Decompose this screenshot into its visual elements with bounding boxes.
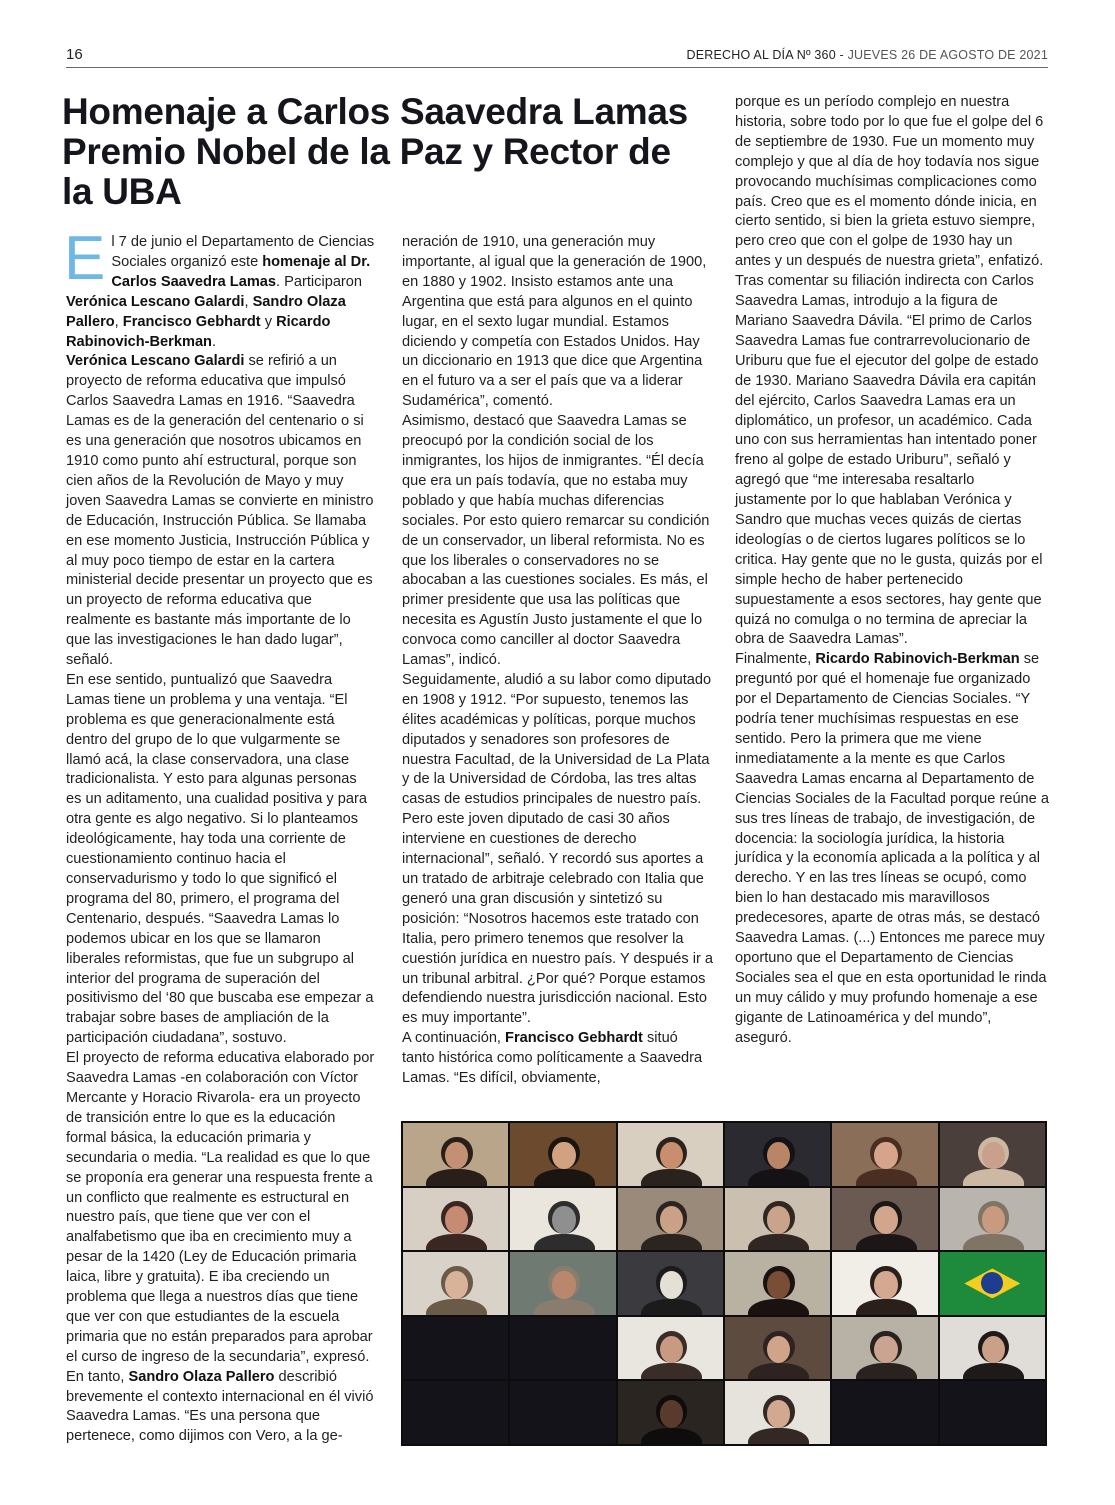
header-rule (66, 67, 1048, 68)
participant-shoulders (534, 1169, 595, 1185)
participant-shoulders (641, 1169, 702, 1185)
participant-tile (510, 1252, 615, 1315)
participant-tile (618, 1317, 723, 1380)
participant-shoulders (748, 1169, 809, 1185)
participant-tile (832, 1252, 937, 1315)
page-number: 16 (66, 46, 83, 63)
article-title: Homenaje a Carlos Saavedra Lamas Premio Nobel de la Paz y Rector de la UBA (62, 91, 688, 212)
participant-tile (403, 1188, 508, 1251)
participant-shoulders (426, 1234, 487, 1250)
header-separator: - (835, 48, 848, 62)
participant-shoulders (534, 1234, 595, 1250)
paragraph: Asimismo, destacó que Saavedra Lamas se preocupó por la condición social de los inmigrantes, los hijos de inmigrantes. “Él decía que era un país todavía, que no estaba muy poblado y que había muchas diferencias sociales. Por esto quiero remarcar su condición de un conservador, un liberal reformista. No es que los liberales o conservadores no se abocaban a las cuestiones sociales. Es más, el primer presidente que usa las políticas que necesita es Agustín Justo justamente el que lo convoca como canciller al doctor Saavedra Lamas”, indicó. (402, 413, 710, 669)
participant-shoulders (748, 1299, 809, 1315)
participant-face (874, 1142, 897, 1170)
participant-shoulders (426, 1299, 487, 1315)
paragraph: En ese sentido, puntualizó que Saavedra Lamas tiene un problema y una ventaja. “El problema es que generacionalmente está dentro del grupo de lo que vulgarmente se llamó acá, la clase conservadora, una clase tradicionalista. Y esto para algunas personas es un aditamento, una cualidad positiva y para otra gente es algo negativo. Si lo planteamos ideológicamente, hay toda una corriente de cuestionamiento continuo hacia el conservadurismo y todo lo que significó el programa del 80, primero, el programa del Centenario, después. “Saavedra Lamas lo podemos ubicar en los que se llamaron liberales reformistas, que fue un subgrupo al interior del programa de superación del positivismo del ‘80 que buscaba ese empezar a trabajar sobre bases de ampliación de la participación ciudadana”, sostuvo. (66, 671, 374, 1047)
participant-tile (403, 1317, 508, 1380)
participant-shoulders (641, 1299, 702, 1315)
participant-shoulders (641, 1234, 702, 1250)
paragraph: Finalmente, Ricardo Rabinovich-Berkman se preguntó por qué el homenaje fue organizado por el Departamento de Ciencias Sociales. “Y podría tener muchísimas respuestas en ese sentido. Pero la primera que me viene inmediatamente a la mente es que Carlos Saavedra Lamas encarna al Departamento de Ciencias Sociales de la Facultad porque reúne a sus tres líneas de trabajo, de investigación, de docencia: la sociología jurídica, la historia jurídica y la economía aplicada a la política y al derecho. Y en las tres líneas se ocupó, como bien lo han destacado mis maravillosos predecesores, aparte de otras más, se destacó Saavedra Lamas. (...) Entonces me parece muy oportuno que el Departamento de Ciencias Sociales sea el que en esta oportunidad le rinda un muy cálido y muy profundo homenaje a ese gigante de Latinoamérica y del mundo”, aseguró. (735, 651, 1049, 1046)
article-column-2 (402, 233, 713, 1089)
participant-face (660, 1206, 683, 1234)
paragraph: Seguidamente, aludió a su labor como diputado en 1908 y 1912. “Por supuesto, tenemos las élites académicas y políticas, porque muchos diputados y senadores son profesores de nuestra Facultad, de la Universidad de La Plata y de la Universidad de Córdoba, las tres altas casas de estudios principales de nuestro país. Pero este joven diputado de casi 30 años interviene en cuestiones de derecho internacional”, señaló. Y recordó sus aportes a un tratado de arbitraje celebrado con Italia que generó una gran discusión y sintetizó su posición: “Nosotros hacemos este tratado con Italia, pero primero tenemos que resolver la cuestión jurídica en nuestro país. Y después ir a un tribunal arbitral. ¿Por qué? Porque estamos defendiendo nuestra jurisdicción nacional. Esto es muy importante”. (402, 671, 713, 1027)
participant-face (660, 1336, 683, 1364)
participant-shoulders (641, 1363, 702, 1379)
article-column-1 (64, 224, 376, 1447)
participant-face (552, 1206, 575, 1234)
participant-tile (832, 1188, 937, 1251)
participant-face (660, 1400, 683, 1428)
participant-shoulders (856, 1169, 917, 1185)
page-header (66, 44, 1048, 68)
participant-tile (403, 1381, 508, 1444)
paragraph: El 7 de junio el Departamento de Ciencias Sociales organizó este homenaje al Dr. Carlos Saavedra Lamas. Participaron Verónica Lescano Galardi, Sandro Olaza Pallero, Francisco Gebhardt y Ricardo Rabinovich-Berkman. (64, 224, 375, 350)
participant-face (660, 1271, 683, 1299)
participant-shoulders (426, 1169, 487, 1185)
paragraph: Tras comentar su filiación indirecta con Carlos Saavedra Lamas, introdujo a la figura de Mariano Saavedra Dávila. “El primo de Carlos Saavedra Lamas fue contrarrevolucionario de Uriburu que fue el ejecutor del golpe de estado de 1930. Mariano Saavedra Dávila era capitán del ejército, Carlos Saavedra Lamas era un diplomático, un profesor, un académico. Cada uno con sus herramientas han intentado poner freno al golpe de estado Uriburu”, señaló y agregó que “me interesaba resaltarlo justamente por lo que hablaban Verónica y Sandro que muchas veces quizás de ciertas ideologías o de ciertos lugares políticos se lo critica. Hay gente que no le gusta, quizás por el simple hecho de haber pertenecido supuestamente a esos sectores, hay gente que quizá no comulga o no termina de apreciar la obra de Saavedra Lamas”. (735, 273, 1043, 648)
paragraph: En tanto, Sandro Olaza Pallero describió brevemente el contexto internacional en él vivió Saavedra Lamas. “Es una persona que pertenece, como dijimos con Vero, a la ge- (66, 1368, 374, 1445)
participant-tile (832, 1317, 937, 1380)
participant-tile (618, 1381, 723, 1444)
participant-shoulders (641, 1428, 702, 1444)
participant-tile (510, 1381, 615, 1444)
participant-face (767, 1206, 790, 1234)
participant-face (660, 1142, 683, 1170)
participant-face (552, 1142, 575, 1170)
issue-line (687, 48, 1048, 62)
participant-tile (832, 1123, 937, 1186)
participant-face (767, 1271, 790, 1299)
publication-name: DERECHO AL DÍA Nº 360 (686, 48, 836, 62)
participant-face (445, 1271, 468, 1299)
participant-tile (510, 1317, 615, 1380)
participant-face (874, 1271, 897, 1299)
participant-tile (940, 1188, 1045, 1251)
participant-face (874, 1336, 897, 1364)
paragraph: A continuación, Francisco Gebhardt situó tanto histórica como políticamente a Saavedra Lamas. “Es difícil, obviamente, (402, 1030, 703, 1087)
participant-face (767, 1400, 790, 1428)
paragraph: El proyecto de reforma educativa elaborado por Saavedra Lamas -en colaboración con Víctor Mercante y Horacio Rivarola- era un proyecto de transición entre lo que es la educación formal básica, la educación primaria y secundaria o media. “La realidad es que lo que se proponía era generar una respuesta frente a un conflicto que realmente es estructural en nuestro país, que tiene que ver con el analfabetismo que iba en crecimiento muy a pesar de la 1420 (Ley de Educación primaria laica, libre y gratuita). E iba creciendo un problema que llega a nuestros días que tiene que ver con que estudiantes de la escuela primaria que no están preparados para aprobar el curso de ingreso de la secundaria”, expresó. (66, 1050, 375, 1365)
participant-shoulders (856, 1234, 917, 1250)
participant-shoulders (963, 1169, 1024, 1185)
participant-tile (510, 1123, 615, 1186)
participant-tile (940, 1381, 1045, 1444)
article-column-3 (735, 93, 1049, 1049)
participant-face (445, 1206, 468, 1234)
participant-tile (510, 1188, 615, 1251)
participant-shoulders (963, 1363, 1024, 1379)
participant-shoulders (856, 1299, 917, 1315)
participant-tile (403, 1123, 508, 1186)
participant-face (982, 1206, 1005, 1234)
drop-cap: E (64, 224, 106, 293)
participant-tile (725, 1381, 830, 1444)
participant-tile (725, 1252, 830, 1315)
participant-face (982, 1336, 1005, 1364)
participant-shoulders (856, 1363, 917, 1379)
participant-tile (725, 1317, 830, 1380)
participant-tile (618, 1252, 723, 1315)
participant-shoulders (748, 1234, 809, 1250)
paragraph: Verónica Lescano Galardi se refirió a un proyecto de reforma educativa que impulsó Carlos Saavedra Lamas en 1916. “Saavedra Lamas es de la generación del centenario o si es una generación que nosotros ubicamos en 1910 como punto ahí estructural, porque son cien años de la Revolución de Mayo y muy joven Saavedra Lamas se convierte en ministro de Educación, Instrucción Pública. Se llamaba en ese momento Justicia, Instrucción Pública y al muy poco tiempo de estar en la cartera ministerial decide presentar un proyecto que es un proyecto de reforma educativa que realmente es bastante más importante de lo que las investigaciones le han dado lugar”, señaló. (66, 353, 374, 669)
participant-shoulders (748, 1428, 809, 1444)
issue-date: JUEVES 26 DE AGOSTO DE 2021 (847, 48, 1048, 62)
participant-tile (940, 1123, 1045, 1186)
participant-tile (618, 1123, 723, 1186)
participant-tile (940, 1252, 1045, 1315)
paragraph: porque es un período complejo en nuestra historia, sobre todo por lo que fue el golpe del 6 de septiembre de 1930. Fue un momento muy complejo y que al día de hoy todavía nos sigue provocando muchísimas complicaciones como país. Creo que es el momento dónde inicia, en cierto sentido, si bien la grieta estuvo siempre, pero creo que con el golpe de 1930 hay un antes y un después de nuestra grieta”, enfatizó. (735, 94, 1044, 270)
participant-tile (832, 1381, 937, 1444)
participant-tile (725, 1123, 830, 1186)
participant-tile (940, 1317, 1045, 1380)
participant-face (982, 1142, 1005, 1170)
participant-shoulders (748, 1363, 809, 1379)
participant-face (874, 1206, 897, 1234)
participant-shoulders (963, 1234, 1024, 1250)
participant-tile (725, 1188, 830, 1251)
paragraph: neración de 1910, una generación muy importante, al igual que la generación de 1900, en 1880 y 1902. Insisto estamos ante una Argentina que está para algunos en el quinto lugar, en el sexto lugar mundial. Estamos diciendo y competía con Estados Unidos. Hay un diccionario en 1913 que dice que Argentina en el futuro va a ser el país que va a liderar Sudamérica”, comentó. (402, 234, 707, 410)
participant-face (552, 1271, 575, 1299)
participant-tile (403, 1252, 508, 1315)
participant-tile (618, 1188, 723, 1251)
participant-shoulders (534, 1299, 595, 1315)
video-call-screenshot (401, 1121, 1047, 1446)
